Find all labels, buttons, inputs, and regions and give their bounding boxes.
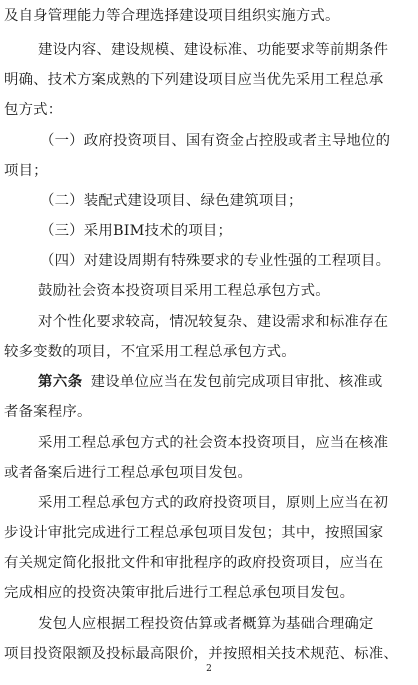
text-line: 步设计审批完成进行工程总承包项目发包；其中，按照国家 xyxy=(4,525,384,541)
text-line: 发包人应根据工程投资估算或者概算为基础合理确定 xyxy=(38,616,374,632)
article-text: 建设单位应当在发包前完成项目审批、核准或 xyxy=(90,374,383,390)
text-line: 较多变数的项目，不宜采用工程总承包方式。 xyxy=(4,344,296,360)
text-line: 明确、技术方案成熟的下列建设项目应当优先采用工程总承 xyxy=(4,72,384,88)
text-line: 建设内容、建设规模、建设标准、功能要求等前期条件 xyxy=(38,42,389,58)
list-item-1: （一）政府投资项目、国有资金占控股或者主导地位的 xyxy=(40,133,391,149)
text-line: 采用工程总承包方式的政府投资项目，原则上应当在初 xyxy=(38,495,389,511)
list-item-3: （三）采用BIM技术的项目； xyxy=(40,223,233,239)
article-label: 第六条 xyxy=(38,374,83,390)
text-line: 完成相应的投资决策审批后进行工程总承包项目发包。 xyxy=(4,585,355,601)
text-line: 及自身管理能力等合理选择建设项目组织实施方式。 xyxy=(4,8,340,24)
text-line: 者备案程序。 xyxy=(4,404,92,420)
text-line: 采用工程总承包方式的社会资本投资项目，应当在核准 xyxy=(38,435,389,451)
text-line: 对个性化要求较高，情况较复杂、建设需求和标准存在 xyxy=(38,314,389,330)
text-line: 或者备案后进行工程总承包项目发包。 xyxy=(4,465,253,481)
list-item-4: （四）对建设周期有特殊要求的专业性强的工程项目。 xyxy=(40,253,391,269)
page-number: 2 xyxy=(206,664,212,674)
article-heading-line xyxy=(38,370,383,394)
list-item-2: （二）装配式建设项目、绿色建筑项目； xyxy=(40,193,303,209)
text-line: 包方式： xyxy=(4,102,63,118)
text-line: 鼓励社会资本投资项目采用工程总承包方式。 xyxy=(38,283,330,299)
text-line: 项目投资限额及投标最高限价，并按照相关技术规范、标准、 xyxy=(4,646,398,662)
text-line: 有关规定简化报批文件和审批程序的政府投资项目，应当在 xyxy=(4,555,384,571)
text-line: 项目； xyxy=(4,163,48,179)
